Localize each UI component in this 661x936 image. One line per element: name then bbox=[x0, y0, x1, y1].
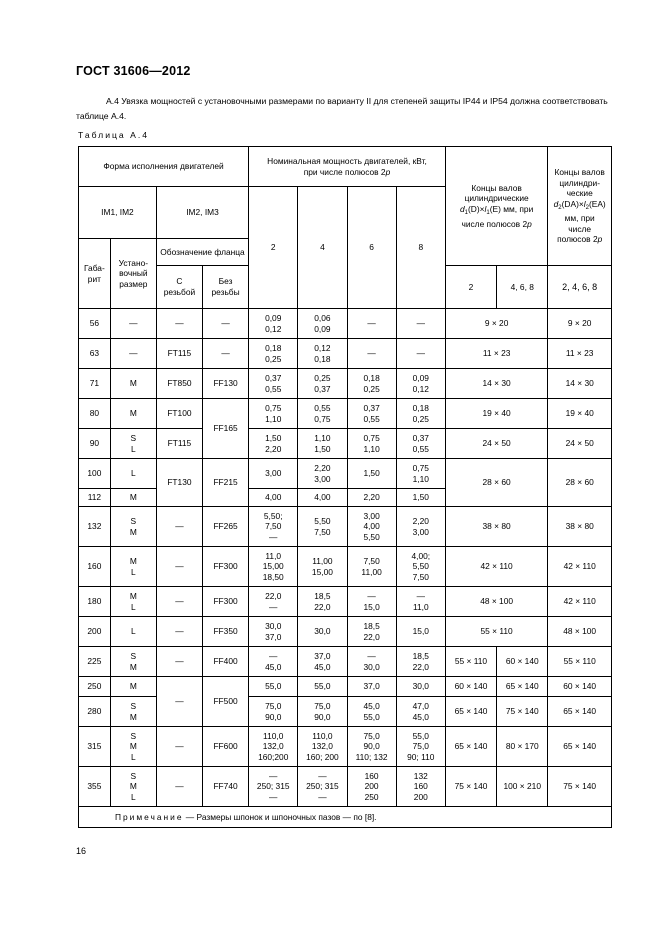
cell-b: FF600 bbox=[202, 727, 248, 767]
cell-p6: 2,20 bbox=[347, 489, 396, 507]
header-poles-4: 4 bbox=[298, 187, 347, 309]
cell-u: S M bbox=[110, 647, 156, 677]
cell-g: 280 bbox=[79, 697, 111, 727]
cell-u: L bbox=[110, 459, 156, 489]
cell-g: 56 bbox=[79, 309, 111, 339]
cell-k1: 38 × 80 bbox=[445, 507, 547, 547]
header-k1-poles-468: 4, 6, 8 bbox=[497, 266, 548, 309]
cell-k1a: 65 × 140 bbox=[445, 727, 496, 767]
cell-p8: 0,75 1,10 bbox=[396, 459, 445, 489]
cell-u: S M bbox=[110, 697, 156, 727]
cell-k1: 24 × 50 bbox=[445, 429, 547, 459]
cell-p2: 0,09 0,12 bbox=[249, 309, 298, 339]
cell-k2: 9 × 20 bbox=[548, 309, 612, 339]
cell-k1: 9 × 20 bbox=[445, 309, 547, 339]
table-note-row bbox=[79, 807, 612, 828]
cell-k2: 65 × 140 bbox=[548, 697, 612, 727]
header-k1-poles-2: 2 bbox=[445, 266, 496, 309]
header-poles-8: 8 bbox=[396, 187, 445, 309]
cell-p4: 0,25 0,37 bbox=[298, 369, 347, 399]
cell-g: 160 bbox=[79, 547, 111, 587]
cell-k1b: 75 × 140 bbox=[497, 697, 548, 727]
table-note bbox=[79, 807, 612, 828]
cell-g: 90 bbox=[79, 429, 111, 459]
cell-p2: 110,0 132,0 160;200 bbox=[249, 727, 298, 767]
cell-p6: 0,75 1,10 bbox=[347, 429, 396, 459]
cell-g: 63 bbox=[79, 339, 111, 369]
table-row bbox=[79, 429, 612, 459]
intro-paragraph: А.4 Увязка мощностей с установочными размерами по варианту II для степеней защиты IP44 и IP54 должна соответствовать таблице А.4. bbox=[76, 96, 608, 121]
cell-u: M bbox=[110, 677, 156, 697]
cell-p2: 0,75 1,10 bbox=[249, 399, 298, 429]
cell-p6: 3,00 4,00 5,50 bbox=[347, 507, 396, 547]
cell-k2: 42 × 110 bbox=[548, 547, 612, 587]
cell-b: FF265 bbox=[202, 507, 248, 547]
table-row bbox=[79, 647, 612, 677]
cell-g: 250 bbox=[79, 677, 111, 697]
cell-p6: 160 200 250 bbox=[347, 767, 396, 807]
cell-p4: 30,0 bbox=[298, 617, 347, 647]
cell-p4: 2,20 3,00 bbox=[298, 459, 347, 489]
table-row bbox=[79, 587, 612, 617]
cell-u: S L bbox=[110, 429, 156, 459]
cell-p2: 0,37 0,55 bbox=[249, 369, 298, 399]
cell-g: 71 bbox=[79, 369, 111, 399]
cell-k1b: 60 × 140 bbox=[497, 647, 548, 677]
cell-k1b: 65 × 140 bbox=[497, 677, 548, 697]
cell-c: FT115 bbox=[156, 429, 202, 459]
cell-b: FF400 bbox=[202, 647, 248, 677]
cell-b: FF215 bbox=[202, 459, 248, 507]
cell-k1a: 60 × 140 bbox=[445, 677, 496, 697]
cell-p4: 0,55 0,75 bbox=[298, 399, 347, 429]
cell-p8: 0,37 0,55 bbox=[396, 429, 445, 459]
table-row bbox=[79, 547, 612, 587]
cell-k1b: 100 × 210 bbox=[497, 767, 548, 807]
cell-p2: — 250; 315 — bbox=[249, 767, 298, 807]
cell-p6: 1,50 bbox=[347, 459, 396, 489]
cell-u: M bbox=[110, 399, 156, 429]
cell-k1b: 80 × 170 bbox=[497, 727, 548, 767]
cell-p2: 11,0 15,00 18,50 bbox=[249, 547, 298, 587]
cell-p6: 18,5 22,0 bbox=[347, 617, 396, 647]
cell-c: — bbox=[156, 617, 202, 647]
table-row bbox=[79, 677, 612, 697]
cell-k1a: 65 × 140 bbox=[445, 697, 496, 727]
cell-c: FT115 bbox=[156, 339, 202, 369]
cell-p6: 75,0 90,0 110; 132 bbox=[347, 727, 396, 767]
cell-p4: 75,0 90,0 bbox=[298, 697, 347, 727]
header-gabarit: Габа- рит bbox=[79, 239, 111, 309]
cell-p4: 37,0 45,0 bbox=[298, 647, 347, 677]
cell-p8: 0,09 0,12 bbox=[396, 369, 445, 399]
cell-p4: 11,00 15,00 bbox=[298, 547, 347, 587]
cell-p4: 18,5 22,0 bbox=[298, 587, 347, 617]
cell-u: M L bbox=[110, 587, 156, 617]
cell-k2: 14 × 30 bbox=[548, 369, 612, 399]
header-im12: IM1, IM2 bbox=[79, 187, 157, 239]
cell-u: M bbox=[110, 369, 156, 399]
cell-k2: 65 × 140 bbox=[548, 727, 612, 767]
cell-p8: 18,5 22,0 bbox=[396, 647, 445, 677]
cell-u: S M bbox=[110, 507, 156, 547]
table-row bbox=[79, 339, 612, 369]
cell-k2: 55 × 110 bbox=[548, 647, 612, 677]
cell-c: — bbox=[156, 547, 202, 587]
cell-g: 112 bbox=[79, 489, 111, 507]
cell-k2: 38 × 80 bbox=[548, 507, 612, 547]
cell-k1: 19 × 40 bbox=[445, 399, 547, 429]
cell-p2: 22,0 — bbox=[249, 587, 298, 617]
cell-p6: 0,37 0,55 bbox=[347, 399, 396, 429]
cell-k2: 11 × 23 bbox=[548, 339, 612, 369]
cell-u: S M L bbox=[110, 767, 156, 807]
note-label: Примечание bbox=[115, 811, 184, 822]
header-bez-rezby: Без резьбы bbox=[202, 266, 248, 309]
cell-p8: 2,20 3,00 bbox=[396, 507, 445, 547]
cell-p8: 0,18 0,25 bbox=[396, 399, 445, 429]
header-s-rezboy: С резьбой bbox=[156, 266, 202, 309]
cell-p2: 4,00 bbox=[249, 489, 298, 507]
table-row bbox=[79, 727, 612, 767]
cell-k1a: 55 × 110 bbox=[445, 647, 496, 677]
table-row bbox=[79, 459, 612, 489]
cell-g: 100 bbox=[79, 459, 111, 489]
cell-c: — bbox=[156, 587, 202, 617]
cell-c: — bbox=[156, 647, 202, 677]
cell-p6: 7,50 11,00 bbox=[347, 547, 396, 587]
cell-p6: — 15,0 bbox=[347, 587, 396, 617]
cell-k1: 55 × 110 bbox=[445, 617, 547, 647]
cell-p6: — bbox=[347, 309, 396, 339]
table-caption: Таблица А.4 bbox=[78, 130, 149, 140]
cell-k2: 24 × 50 bbox=[548, 429, 612, 459]
table-row bbox=[79, 507, 612, 547]
header-shaft-ends-2: Концы валов цилиндри- ческие $d_2(DA)\times l_2(EA)$ мм, при числе полюсов 2p bbox=[548, 147, 612, 266]
cell-p8: — bbox=[396, 309, 445, 339]
cell-k2: 42 × 110 bbox=[548, 587, 612, 617]
cell-c: FT130 bbox=[156, 459, 202, 507]
header-poles-6: 6 bbox=[347, 187, 396, 309]
cell-p4: 4,00 bbox=[298, 489, 347, 507]
cell-g: 200 bbox=[79, 617, 111, 647]
cell-p4: 0,12 0,18 bbox=[298, 339, 347, 369]
cell-b: — bbox=[202, 339, 248, 369]
cell-c: — bbox=[156, 677, 202, 727]
table-row bbox=[79, 767, 612, 807]
header-nominal-power: Номинальная мощность двигателей, кВт, при числе полюсов 2p bbox=[249, 147, 446, 187]
table-row bbox=[79, 309, 612, 339]
cell-u: — bbox=[110, 339, 156, 369]
cell-k1: 11 × 23 bbox=[445, 339, 547, 369]
cell-k2: 28 × 60 bbox=[548, 459, 612, 507]
cell-p6: — bbox=[347, 339, 396, 369]
cell-u: L bbox=[110, 617, 156, 647]
header-flange: Обозначение фланца bbox=[156, 239, 248, 266]
table-row bbox=[79, 399, 612, 429]
cell-u: M L bbox=[110, 547, 156, 587]
cell-k1: 14 × 30 bbox=[445, 369, 547, 399]
cell-p8: 132 160 200 bbox=[396, 767, 445, 807]
cell-p2: 55,0 bbox=[249, 677, 298, 697]
cell-b: FF350 bbox=[202, 617, 248, 647]
cell-b: FF500 bbox=[202, 677, 248, 727]
note-text: — Размеры шпонок и шпоночных пазов — по [8]. bbox=[183, 811, 377, 822]
cell-p8: 30,0 bbox=[396, 677, 445, 697]
header-k2-poles: 2, 4, 6, 8 bbox=[548, 266, 612, 309]
cell-g: 132 bbox=[79, 507, 111, 547]
cell-k1: 28 × 60 bbox=[445, 459, 547, 507]
cell-g: 355 bbox=[79, 767, 111, 807]
document-header: ГОСТ 31606—2012 bbox=[76, 64, 191, 78]
cell-k1: 42 × 110 bbox=[445, 547, 547, 587]
cell-g: 180 bbox=[79, 587, 111, 617]
cell-p4: 1,10 1,50 bbox=[298, 429, 347, 459]
cell-p6: 0,18 0,25 bbox=[347, 369, 396, 399]
cell-p2: 75,0 90,0 bbox=[249, 697, 298, 727]
cell-k1a: 75 × 140 bbox=[445, 767, 496, 807]
cell-k2: 75 × 140 bbox=[548, 767, 612, 807]
cell-p8: — bbox=[396, 339, 445, 369]
cell-p2: 1,50 2,20 bbox=[249, 429, 298, 459]
cell-p4: 55,0 bbox=[298, 677, 347, 697]
cell-c: — bbox=[156, 727, 202, 767]
cell-u: S M L bbox=[110, 727, 156, 767]
table-a4 bbox=[78, 146, 612, 828]
cell-p2: 5,50; 7,50 — bbox=[249, 507, 298, 547]
cell-b: — bbox=[202, 309, 248, 339]
cell-p8: 1,50 bbox=[396, 489, 445, 507]
cell-c: — bbox=[156, 309, 202, 339]
cell-b: FF740 bbox=[202, 767, 248, 807]
table-row bbox=[79, 617, 612, 647]
cell-p2: — 45,0 bbox=[249, 647, 298, 677]
cell-p4: 110,0 132,0 160; 200 bbox=[298, 727, 347, 767]
cell-g: 80 bbox=[79, 399, 111, 429]
cell-p4: 0,06 0,09 bbox=[298, 309, 347, 339]
cell-p6: 37,0 bbox=[347, 677, 396, 697]
cell-p8: 4,00; 5,50 7,50 bbox=[396, 547, 445, 587]
cell-u: — bbox=[110, 309, 156, 339]
cell-p6: — 30,0 bbox=[347, 647, 396, 677]
cell-u: M bbox=[110, 489, 156, 507]
cell-c: FT850 bbox=[156, 369, 202, 399]
cell-g: 225 bbox=[79, 647, 111, 677]
cell-c: — bbox=[156, 767, 202, 807]
cell-b: FF165 bbox=[202, 399, 248, 459]
cell-p2: 3,00 bbox=[249, 459, 298, 489]
cell-b: FF130 bbox=[202, 369, 248, 399]
cell-g: 315 bbox=[79, 727, 111, 767]
cell-p2: 30,0 37,0 bbox=[249, 617, 298, 647]
cell-p6: 45,0 55,0 bbox=[347, 697, 396, 727]
cell-p8: 55,0 75,0 90; 110 bbox=[396, 727, 445, 767]
header-ustanovochny: Устано- вочный размер bbox=[110, 239, 156, 309]
cell-p2: 0,18 0,25 bbox=[249, 339, 298, 369]
cell-k2: 19 × 40 bbox=[548, 399, 612, 429]
cell-k2: 48 × 100 bbox=[548, 617, 612, 647]
cell-p8: 15,0 bbox=[396, 617, 445, 647]
cell-k2: 60 × 140 bbox=[548, 677, 612, 697]
cell-b: FF300 bbox=[202, 587, 248, 617]
header-poles-2: 2 bbox=[249, 187, 298, 309]
header-shaft-ends-1: Концы валов цилиндрические $d_1(D)\times l_1(E)$ мм, при числе полюсов 2p bbox=[445, 147, 547, 266]
page-number: 16 bbox=[76, 846, 87, 856]
cell-p4: 5,50 7,50 bbox=[298, 507, 347, 547]
cell-p4: — 250; 315 — bbox=[298, 767, 347, 807]
cell-c: — bbox=[156, 507, 202, 547]
cell-p8: — 11,0 bbox=[396, 587, 445, 617]
table-row bbox=[79, 369, 612, 399]
cell-b: FF300 bbox=[202, 547, 248, 587]
header-im23: IM2, IM3 bbox=[156, 187, 248, 239]
header-forma: Форма исполнения двигателей bbox=[79, 147, 249, 187]
cell-k1: 48 × 100 bbox=[445, 587, 547, 617]
cell-c: FT100 bbox=[156, 399, 202, 429]
cell-p8: 47,0 45,0 bbox=[396, 697, 445, 727]
